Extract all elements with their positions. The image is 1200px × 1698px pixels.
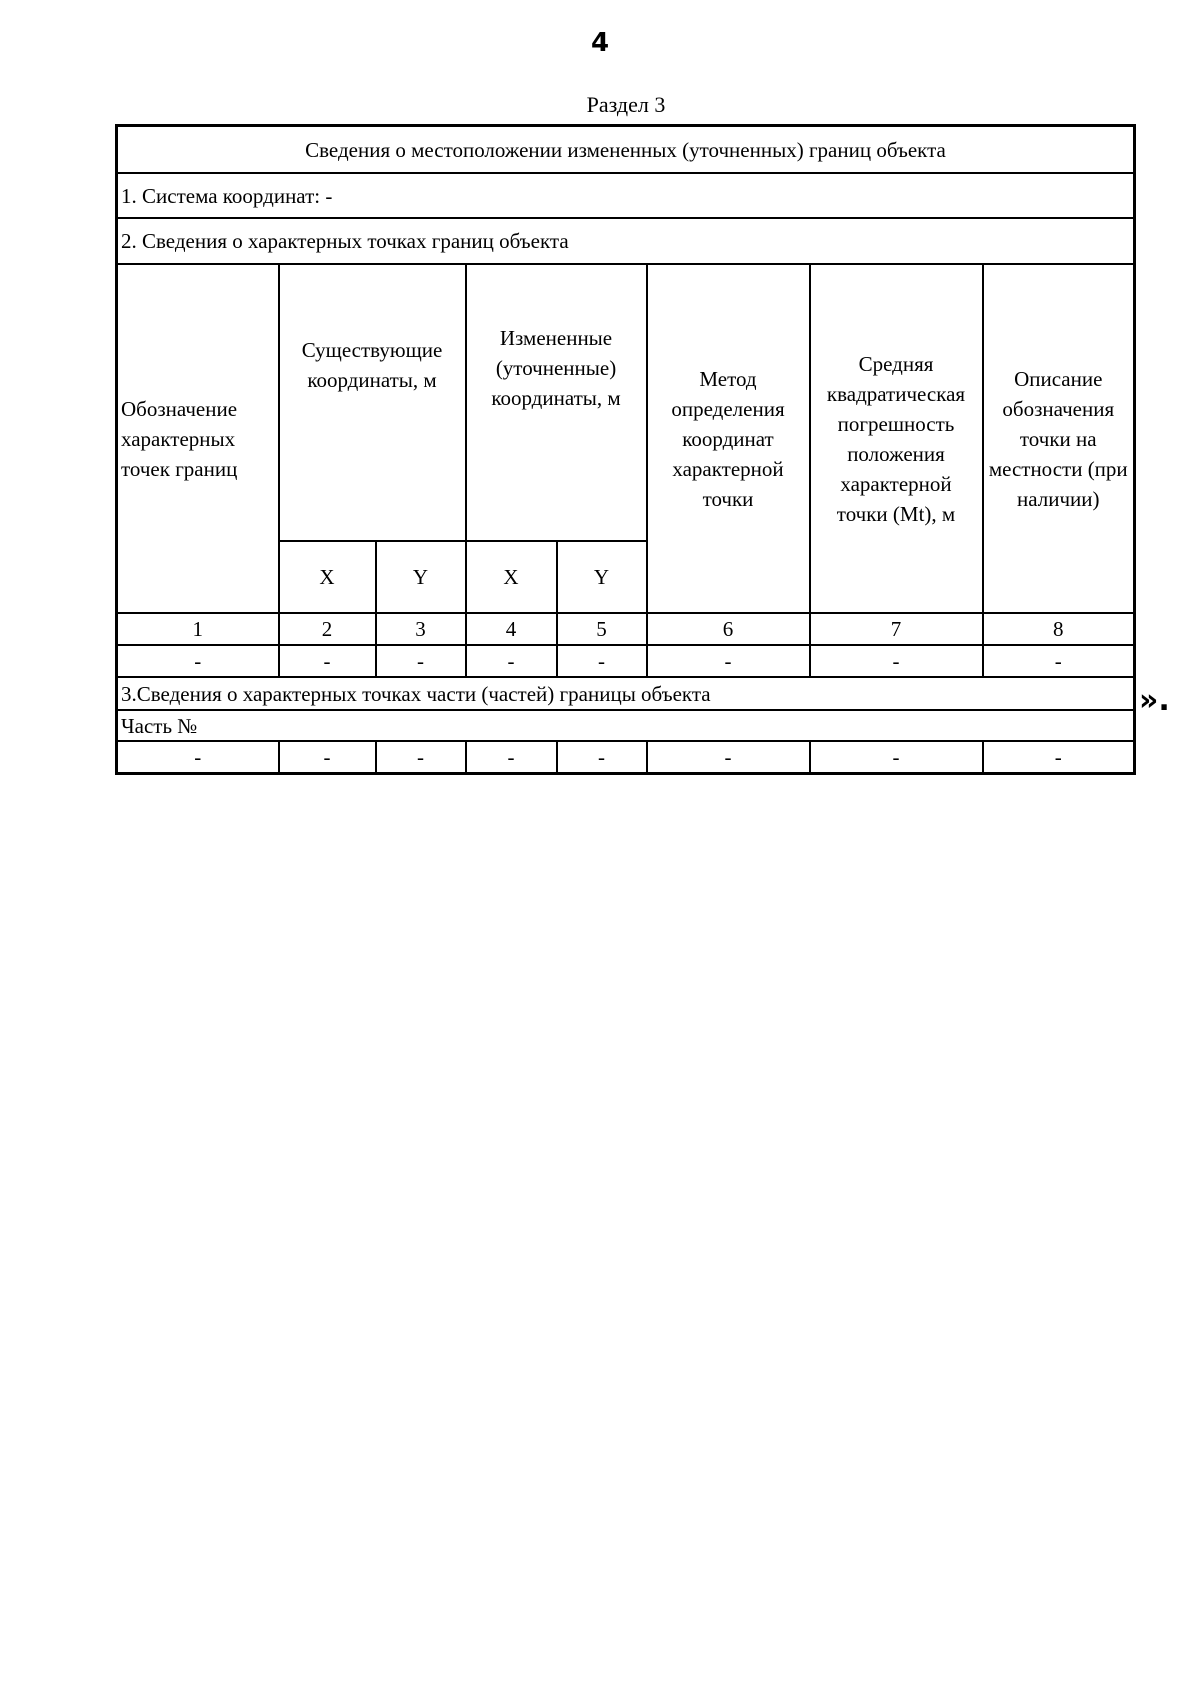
table-cell: - [376,741,466,774]
table-cell: - [279,741,376,774]
table-cell: - [279,645,376,677]
table-cell: - [983,741,1135,774]
closing-quote: ». [1139,683,1170,718]
header-designation: Обозначение характерных точек границ [117,264,279,613]
section-label: Раздел 3 [586,92,666,117]
header-changed-coordinates: Измененные (уточненные) координаты, м [466,264,647,541]
column-number: 4 [466,613,557,645]
table-row [117,741,1135,774]
coordinate-system-row: 1. Система координат: - [117,173,1135,218]
parts-section-heading: 3.Сведения о характерных точках части (частей) границы объекта [117,677,1135,710]
column-number-row [117,613,1135,645]
header-changed-y: Y [557,541,647,613]
column-number: 1 [117,613,279,645]
table-cell: - [810,741,983,774]
header-description: Описание обозначения точки на местности (при наличии) [983,264,1135,613]
table-cell: - [810,645,983,677]
page-number: 4 [590,28,610,58]
column-number: 2 [279,613,376,645]
header-existing-x: X [279,541,376,613]
column-number: 7 [810,613,983,645]
header-mean-error: Средняя квадратическая погрешность положения характерной точки (Mt), м [810,264,983,613]
column-number: 8 [983,613,1135,645]
header-method: Метод определения координат характерной точки [647,264,810,613]
header-existing-coordinates: Существующие координаты, м [279,264,466,541]
table-row [117,645,1135,677]
part-number-label: Часть № [117,710,1135,741]
table-cell: - [557,741,647,774]
table-title: Сведения о местоположении измененных (уточненных) границ объекта [117,126,1135,174]
table-cell: - [647,741,810,774]
points-section-heading: 2. Сведения о характерных точках границ объекта [117,218,1135,264]
column-number: 5 [557,613,647,645]
table-cell: - [557,645,647,677]
header-existing-y: Y [376,541,466,613]
header-changed-x: X [466,541,557,613]
table-cell: - [117,645,279,677]
table-cell: - [983,645,1135,677]
table-cell: - [466,645,557,677]
column-number: 3 [376,613,466,645]
column-number: 6 [647,613,810,645]
table-cell: - [376,645,466,677]
boundary-table [115,124,1136,775]
table-cell: - [117,741,279,774]
table-cell: - [647,645,810,677]
table-cell: - [466,741,557,774]
